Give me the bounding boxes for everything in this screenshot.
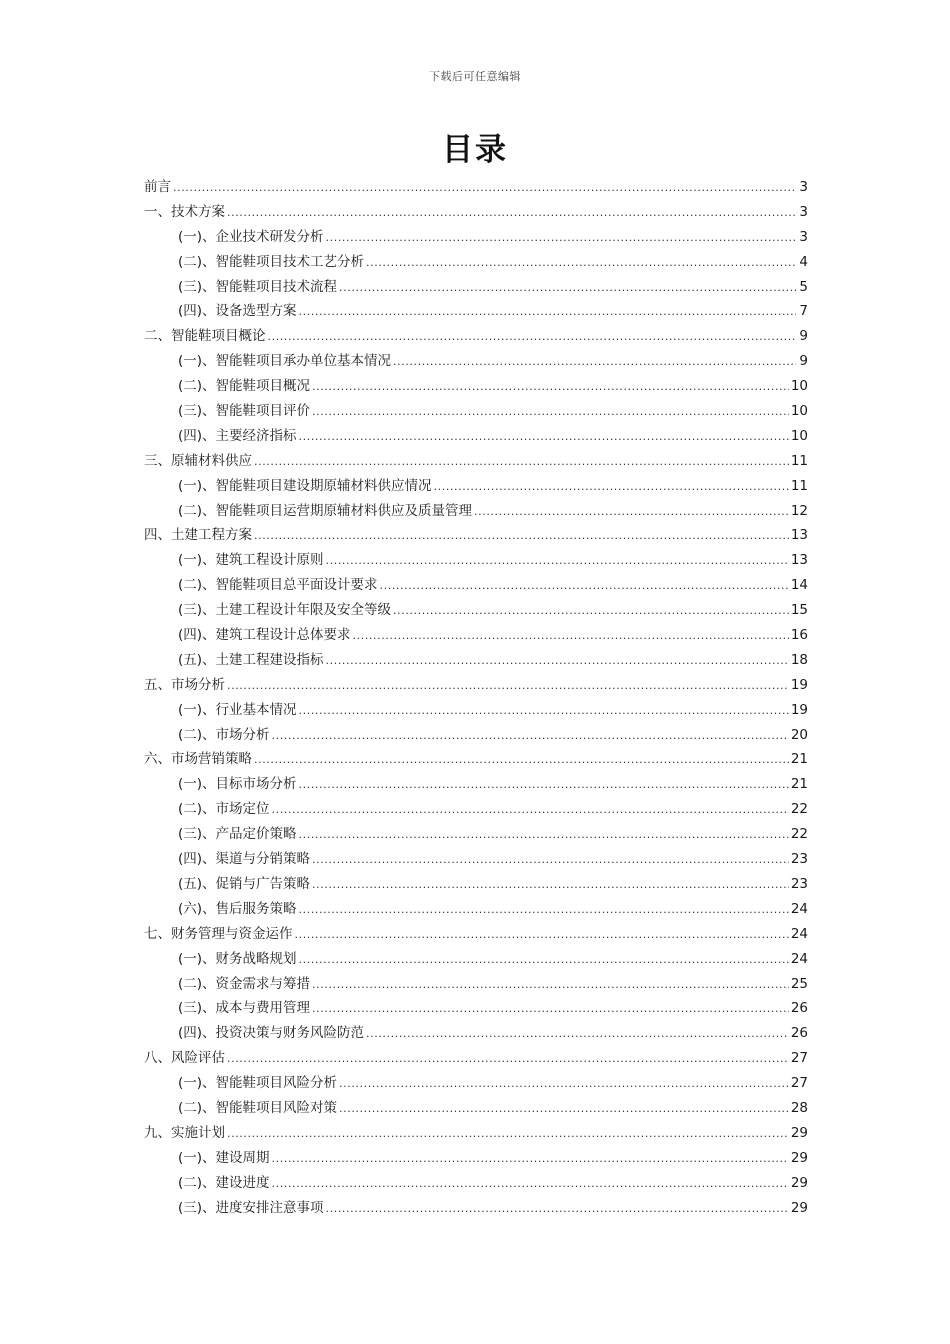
toc-entry-label: 前言 — [144, 179, 171, 195]
toc-entry-label: (一)、智能鞋项目建设期原辅材料供应情况 — [178, 477, 432, 494]
toc-entry-subsection[interactable] — [144, 499, 808, 524]
toc-entry-section[interactable] — [144, 175, 808, 200]
toc-title: 目录 — [442, 132, 508, 168]
toc-entry-label: 二、智能鞋项目概论 — [144, 328, 266, 345]
toc-entry-page-number: 28 — [790, 1099, 808, 1116]
toc-dot-leader — [326, 548, 789, 573]
toc-dot-leader — [272, 1171, 789, 1196]
toc-entry-label: (一)、财务战略规划 — [178, 950, 297, 967]
toc-entry-page-number: 15 — [790, 602, 808, 619]
toc-entry-label: (三)、智能鞋项目评价 — [178, 403, 311, 420]
toc-entry-page-number: 27 — [790, 1050, 808, 1067]
toc-entry-section[interactable] — [144, 523, 808, 548]
toc-dot-leader — [312, 847, 789, 872]
toc-entry-subsection[interactable] — [144, 1196, 808, 1221]
toc-entry-page-number: 3 — [799, 228, 808, 245]
table-of-contents — [144, 175, 808, 1220]
toc-entry-subsection[interactable] — [144, 598, 808, 623]
toc-entry-subsection[interactable] — [144, 1021, 808, 1046]
toc-entry-subsection[interactable] — [144, 474, 808, 499]
toc-dot-leader — [254, 523, 789, 548]
toc-dot-leader — [254, 449, 789, 474]
toc-entry-page-number: 26 — [790, 1025, 808, 1042]
toc-dot-leader — [227, 1121, 789, 1146]
toc-dot-leader — [299, 822, 789, 847]
toc-entry-page-number: 29 — [790, 1124, 808, 1141]
toc-entry-subsection[interactable] — [144, 250, 808, 275]
toc-entry-subsection[interactable] — [144, 548, 808, 573]
toc-entry-section[interactable] — [144, 449, 808, 474]
toc-entry-subsection[interactable] — [144, 723, 808, 748]
toc-dot-leader — [312, 399, 789, 424]
toc-entry-page-number: 25 — [790, 975, 808, 992]
toc-entry-subsection[interactable] — [144, 698, 808, 723]
toc-entry-label: 三、原辅材料供应 — [144, 452, 252, 469]
toc-entry-page-number: 11 — [790, 452, 808, 469]
toc-entry-page-number: 5 — [799, 278, 808, 295]
toc-dot-leader — [268, 324, 797, 349]
toc-dot-leader — [393, 349, 796, 374]
toc-entry-section[interactable] — [144, 200, 808, 225]
toc-entry-subsection[interactable] — [144, 374, 808, 399]
toc-entry-label: (一)、目标市场分析 — [178, 776, 297, 793]
toc-entry-page-number: 24 — [790, 900, 808, 917]
toc-dot-leader — [326, 225, 796, 250]
toc-dot-leader — [380, 573, 789, 598]
toc-dot-leader — [393, 598, 789, 623]
toc-entry-subsection[interactable] — [144, 424, 808, 449]
toc-entry-page-number: 3 — [799, 203, 808, 220]
toc-entry-label: (三)、智能鞋项目技术流程 — [178, 278, 338, 295]
toc-entry-label: (二)、资金需求与筹措 — [178, 975, 311, 992]
toc-entry-label: (二)、智能鞋项目运营期原辅材料供应及质量管理 — [178, 502, 473, 519]
toc-entry-label: (二)、智能鞋项目概况 — [178, 378, 311, 395]
toc-entry-label: (五)、促销与广告策略 — [178, 875, 311, 892]
toc-entry-subsection[interactable] — [144, 1171, 808, 1196]
toc-entry-subsection[interactable] — [144, 648, 808, 673]
toc-entry-page-number: 10 — [790, 427, 808, 444]
toc-dot-leader — [299, 299, 796, 324]
toc-dot-leader — [272, 1146, 789, 1171]
toc-entry-page-number: 21 — [790, 751, 808, 768]
toc-entry-section[interactable] — [144, 673, 808, 698]
toc-entry-section[interactable] — [144, 747, 808, 772]
toc-dot-leader — [366, 1021, 789, 1046]
toc-entry-subsection[interactable] — [144, 822, 808, 847]
toc-entry-label: (四)、主要经济指标 — [178, 427, 297, 444]
toc-entry-subsection[interactable] — [144, 972, 808, 997]
toc-dot-leader — [434, 474, 789, 499]
toc-entry-subsection[interactable] — [144, 797, 808, 822]
toc-entry-page-number: 10 — [790, 378, 808, 395]
toc-entry-label: (三)、进度安排注意事项 — [178, 1199, 324, 1216]
toc-dot-leader — [353, 623, 789, 648]
toc-entry-label: (二)、市场分析 — [178, 726, 270, 743]
toc-entry-label: (三)、产品定价策略 — [178, 826, 297, 843]
toc-dot-leader — [299, 698, 789, 723]
toc-entry-label: (六)、售后服务策略 — [178, 900, 297, 917]
toc-entry-label: (一)、建设周期 — [178, 1149, 270, 1166]
toc-dot-leader — [299, 947, 789, 972]
toc-entry-label: (四)、渠道与分销策略 — [178, 851, 311, 868]
toc-entry-page-number: 22 — [790, 826, 808, 843]
toc-entry-label: (二)、市场定位 — [178, 801, 270, 818]
toc-entry-subsection[interactable] — [144, 847, 808, 872]
toc-dot-leader — [326, 648, 789, 673]
toc-entry-subsection[interactable] — [144, 897, 808, 922]
toc-dot-leader — [272, 723, 789, 748]
toc-entry-section[interactable] — [144, 1121, 808, 1146]
toc-entry-subsection[interactable] — [144, 1071, 808, 1096]
toc-entry-page-number: 29 — [790, 1174, 808, 1191]
toc-entry-subsection[interactable] — [144, 947, 808, 972]
toc-dot-leader — [312, 374, 789, 399]
toc-entry-label: (一)、智能鞋项目风险分析 — [178, 1075, 338, 1092]
toc-entry-page-number: 19 — [790, 701, 808, 718]
toc-dot-leader — [173, 175, 796, 200]
toc-entry-label: (二)、智能鞋项目风险对策 — [178, 1099, 338, 1116]
toc-dot-leader — [299, 772, 789, 797]
toc-dot-leader — [339, 1071, 789, 1096]
toc-entry-page-number: 13 — [790, 527, 808, 544]
toc-entry-label: 一、技术方案 — [144, 203, 225, 220]
toc-entry-label: (二)、智能鞋项目技术工艺分析 — [178, 253, 365, 270]
toc-dot-leader — [227, 200, 796, 225]
toc-entry-label: (三)、土建工程设计年限及安全等级 — [178, 602, 392, 619]
toc-entry-page-number: 9 — [799, 328, 808, 345]
toc-entry-page-number: 3 — [799, 179, 808, 195]
toc-entry-page-number: 16 — [790, 627, 808, 644]
toc-entry-subsection[interactable] — [144, 1146, 808, 1171]
toc-entry-label: (一)、智能鞋项目承办单位基本情况 — [178, 353, 392, 370]
toc-entry-page-number: 26 — [790, 1000, 808, 1017]
toc-entry-label: (四)、投资决策与财务风险防范 — [178, 1025, 365, 1042]
toc-entry-section[interactable] — [144, 922, 808, 947]
toc-dot-leader — [227, 673, 789, 698]
toc-entry-subsection[interactable] — [144, 623, 808, 648]
toc-entry-label: 七、财务管理与资金运作 — [144, 925, 293, 942]
toc-entry-page-number: 24 — [790, 950, 808, 967]
toc-entry-subsection[interactable] — [144, 1096, 808, 1121]
toc-dot-leader — [312, 972, 789, 997]
toc-entry-subsection[interactable] — [144, 349, 808, 374]
toc-entry-label: (四)、建筑工程设计总体要求 — [178, 627, 351, 644]
toc-dot-leader — [339, 1096, 789, 1121]
toc-dot-leader — [272, 797, 789, 822]
toc-entry-subsection[interactable] — [144, 299, 808, 324]
toc-dot-leader — [366, 250, 796, 275]
toc-entry-page-number: 18 — [790, 651, 808, 668]
toc-entry-label: 八、风险评估 — [144, 1050, 225, 1067]
toc-entry-label: (一)、企业技术研发分析 — [178, 228, 324, 245]
toc-entry-page-number: 20 — [790, 726, 808, 743]
toc-dot-leader — [312, 872, 789, 897]
toc-entry-section[interactable] — [144, 1046, 808, 1071]
toc-entry-subsection[interactable] — [144, 399, 808, 424]
toc-entry-subsection[interactable] — [144, 996, 808, 1021]
toc-entry-page-number: 21 — [790, 776, 808, 793]
header-note: 下载后可任意编辑 — [429, 70, 521, 83]
toc-dot-leader — [299, 424, 789, 449]
toc-entry-label: 五、市场分析 — [144, 676, 225, 693]
toc-entry-page-number: 7 — [799, 303, 808, 320]
toc-entry-label: (二)、建设进度 — [178, 1174, 270, 1191]
toc-dot-leader — [295, 922, 789, 947]
toc-entry-label: (二)、智能鞋项目总平面设计要求 — [178, 577, 378, 594]
toc-dot-leader — [339, 275, 796, 300]
toc-entry-page-number: 29 — [790, 1199, 808, 1216]
toc-dot-leader — [254, 747, 789, 772]
toc-entry-page-number: 14 — [790, 577, 808, 594]
toc-dot-leader — [227, 1046, 789, 1071]
toc-dot-leader — [326, 1196, 789, 1221]
toc-entry-page-number: 12 — [790, 502, 808, 519]
toc-entry-page-number: 22 — [790, 801, 808, 818]
toc-entry-page-number: 27 — [790, 1075, 808, 1092]
toc-entry-label: (四)、设备选型方案 — [178, 303, 297, 320]
toc-entry-label: (三)、成本与费用管理 — [178, 1000, 311, 1017]
toc-entry-page-number: 9 — [799, 353, 808, 370]
toc-entry-page-number: 19 — [790, 676, 808, 693]
toc-dot-leader — [474, 499, 789, 524]
toc-dot-leader — [312, 996, 789, 1021]
toc-entry-page-number: 13 — [790, 552, 808, 569]
toc-entry-label: 九、实施计划 — [144, 1124, 225, 1141]
toc-entry-subsection[interactable] — [144, 225, 808, 250]
toc-entry-page-number: 11 — [790, 477, 808, 494]
toc-entry-label: (五)、土建工程建设指标 — [178, 651, 324, 668]
toc-entry-page-number: 24 — [790, 925, 808, 942]
toc-entry-label: (一)、建筑工程设计原则 — [178, 552, 324, 569]
toc-entry-label: 四、土建工程方案 — [144, 527, 252, 544]
toc-entry-page-number: 29 — [790, 1149, 808, 1166]
toc-entry-page-number: 4 — [799, 253, 808, 270]
toc-entry-subsection[interactable] — [144, 872, 808, 897]
toc-entry-page-number: 23 — [790, 875, 808, 892]
toc-entry-page-number: 10 — [790, 403, 808, 420]
toc-entry-page-number: 23 — [790, 851, 808, 868]
toc-entry-subsection[interactable] — [144, 275, 808, 300]
toc-entry-label: 六、市场营销策略 — [144, 751, 252, 768]
toc-entry-label: (一)、行业基本情况 — [178, 701, 297, 718]
toc-entry-subsection[interactable] — [144, 772, 808, 797]
toc-entry-subsection[interactable] — [144, 573, 808, 598]
toc-entry-section[interactable] — [144, 324, 808, 349]
toc-dot-leader — [299, 897, 789, 922]
